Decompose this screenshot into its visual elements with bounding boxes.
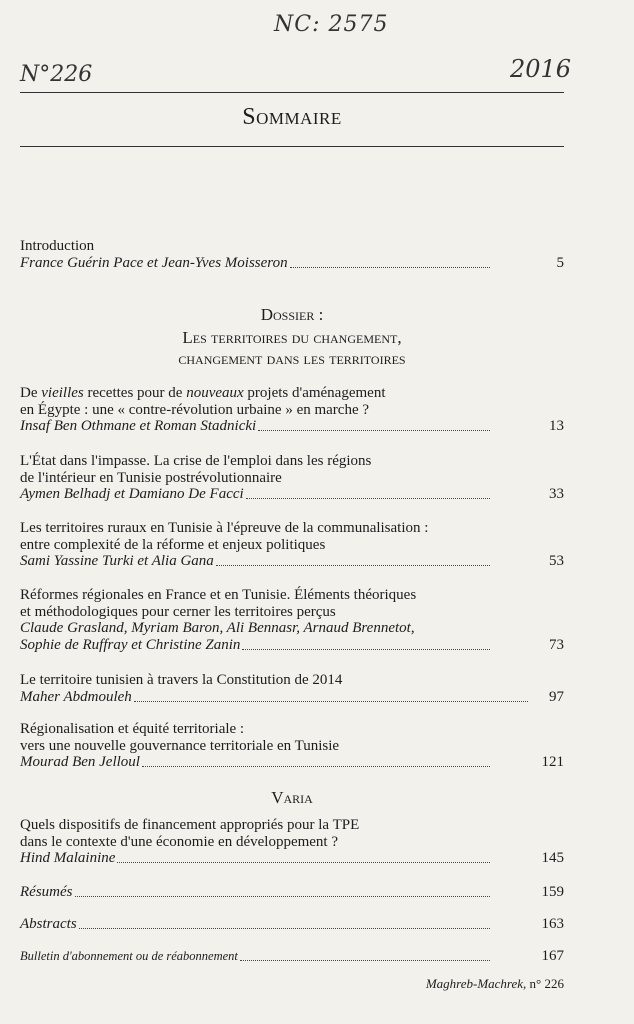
entry-author-line xyxy=(20,255,564,272)
entry-title-line: entre complexité de la réforme et enjeux politiques xyxy=(20,536,326,553)
entry-author-line xyxy=(20,754,564,771)
entry-title-line: en Égypte : une « contre-révolution urbaine » en marche ? xyxy=(20,401,370,418)
issue-number-annotation: N°226 xyxy=(20,62,93,87)
page-number: 53 xyxy=(549,553,564,569)
toc-entry[interactable] xyxy=(20,385,564,435)
entry-title: Introduction xyxy=(20,238,95,254)
leader-dots xyxy=(79,928,490,929)
entry-author-line xyxy=(20,637,564,654)
entry-author-line xyxy=(20,553,564,570)
toc-entry[interactable] xyxy=(20,520,564,570)
dossier-subtitle-line1: Les territoires du changement, xyxy=(182,328,402,347)
entry-authors: Aymen Belhadj et Damiano De Facci xyxy=(20,486,244,502)
toc-entry[interactable] xyxy=(20,672,564,706)
entry-title-line: L'État dans l'impasse. La crise de l'emploi dans les régions xyxy=(20,453,372,469)
toc-entry-bulletin[interactable] xyxy=(20,948,564,965)
page-number: 5 xyxy=(556,254,564,271)
entry-title-line: vers une nouvelle gouvernance territoriale en Tunisie xyxy=(20,737,340,754)
page-number: 167 xyxy=(541,948,564,964)
page-number: 13 xyxy=(549,418,564,434)
page-number: 33 xyxy=(549,486,564,502)
journal-name: Maghreb-Machrek xyxy=(425,976,524,991)
page-number: 145 xyxy=(541,850,564,866)
toc-entry[interactable] xyxy=(20,453,564,503)
entry-author-line xyxy=(20,689,564,706)
toc-entry[interactable] xyxy=(20,587,564,654)
entry-authors: France Guérin Pace et Jean-Yves Moisseron xyxy=(20,254,288,271)
journal-footer xyxy=(426,976,564,992)
varia-heading: Varia xyxy=(271,788,313,807)
entry-authors: Insaf Ben Othmane et Roman Stadnicki xyxy=(20,418,257,434)
leader-dots xyxy=(134,701,528,702)
title-rule-top xyxy=(20,92,564,93)
entry-author-line xyxy=(20,850,564,867)
leader-dots xyxy=(142,766,490,767)
toc-entry[interactable] xyxy=(20,817,564,867)
entry-authors: Hind Malainine xyxy=(20,850,116,866)
entry-authors: Sophie de Ruffray et Christine Zanin xyxy=(20,636,241,653)
entry-label: Bulletin d'abonnement ou de réabonnement xyxy=(20,949,238,963)
page-number: 97 xyxy=(549,688,564,705)
dossier-subtitle-line2: changement dans les territoires xyxy=(178,349,406,368)
page-title: Sommaire xyxy=(242,104,342,130)
leader-dots xyxy=(242,649,490,650)
leader-dots xyxy=(240,960,490,961)
entry-label: Résumés xyxy=(20,884,73,900)
page-number: 159 xyxy=(541,884,564,900)
leader-dots xyxy=(216,565,490,566)
toc-entry[interactable] xyxy=(20,721,564,771)
dossier-heading: Dossier : xyxy=(260,305,324,324)
entry-author-line xyxy=(20,916,564,933)
entry-title-line: Réformes régionales en France et en Tunisie. Éléments théoriques xyxy=(20,587,417,603)
page-number: 121 xyxy=(541,754,564,770)
entry-title-line: Les territoires ruraux en Tunisie à l'épreuve de la communalisation : xyxy=(20,520,429,536)
title-rule-bottom xyxy=(20,146,564,147)
leader-dots xyxy=(117,862,490,863)
entry-author-line xyxy=(20,418,564,435)
entry-authors: Mourad Ben Jelloul xyxy=(20,754,140,770)
entry-title-line: de l'intérieur en Tunisie postrévolutionnaire xyxy=(20,469,282,486)
entry-authors: Sami Yassine Turki et Alia Gana xyxy=(20,553,214,569)
entry-title-line: et méthodologiques pour cerner les territoires perçus xyxy=(20,603,336,620)
catalog-number-annotation: NC: 2575 xyxy=(274,12,389,37)
entry-title-line: De vieilles recettes pour de nouveaux projets d'aménagement xyxy=(20,385,386,401)
entry-title-line: dans le contexte d'une économie en développement ? xyxy=(20,833,338,850)
entry-author-line xyxy=(20,948,564,965)
leader-dots xyxy=(258,430,490,431)
toc-entry-abstracts[interactable] xyxy=(20,916,564,933)
entry-authors: Maher Abdmouleh xyxy=(20,688,132,705)
page-number: 73 xyxy=(549,636,564,653)
journal-issue: , n° 226 xyxy=(523,976,564,991)
leader-dots xyxy=(75,896,491,897)
toc-entry-introduction[interactable] xyxy=(20,238,564,272)
entry-title-line: Régionalisation et équité territoriale : xyxy=(20,721,245,737)
toc-entry-resumes[interactable] xyxy=(20,884,564,901)
entry-authors-line: Claude Grasland, Myriam Baron, Ali Bennasr, Arnaud Brennetot, xyxy=(20,620,415,636)
page-number: 163 xyxy=(541,916,564,932)
entry-title-line: Quels dispositifs de financement appropriés pour la TPE xyxy=(20,817,360,833)
entry-label: Abstracts xyxy=(20,916,77,932)
leader-dots xyxy=(290,267,490,268)
entry-author-line xyxy=(20,884,564,901)
leader-dots xyxy=(246,498,490,499)
entry-title-line: Le territoire tunisien à travers la Constitution de 2014 xyxy=(20,672,343,688)
entry-author-line xyxy=(20,486,564,503)
year-annotation: 2016 xyxy=(510,55,572,83)
